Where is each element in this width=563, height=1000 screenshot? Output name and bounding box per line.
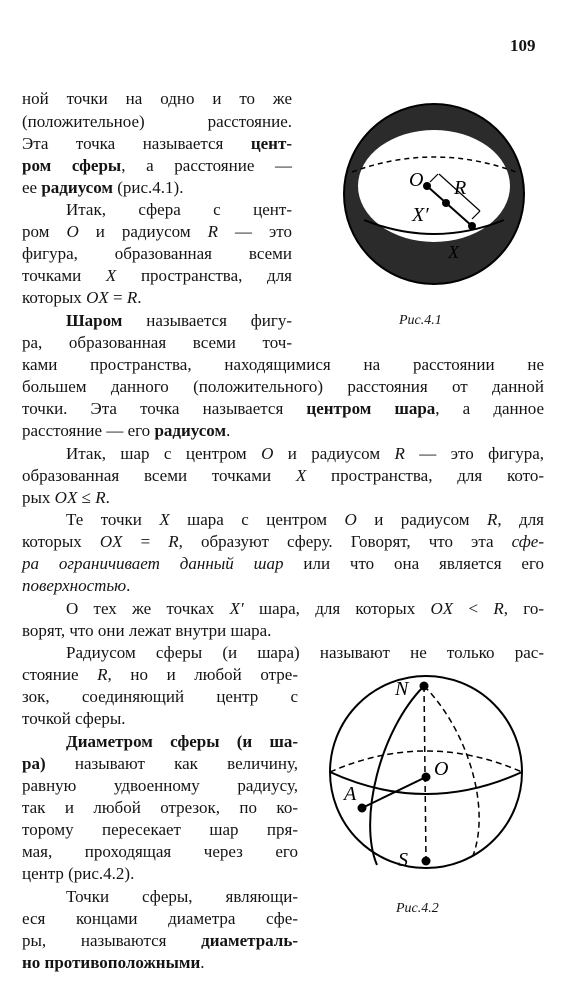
text-line <box>22 575 130 596</box>
text-run: , а данное <box>435 399 544 418</box>
text-line <box>22 841 298 862</box>
text-run: O <box>66 222 79 241</box>
text-run: ≤ <box>77 488 96 507</box>
text-line <box>22 708 126 729</box>
text-run: шара с центром <box>169 510 345 529</box>
text-line <box>22 376 544 397</box>
text-run: (рис.4.1). <box>112 178 184 197</box>
text-run: . <box>105 488 110 507</box>
text-line <box>22 775 298 796</box>
text-run: диаметраль- <box>201 931 298 950</box>
text-run: Радиусом сферы (и шара) называют не только рас- <box>66 643 544 662</box>
text-run: расстояние — его <box>22 421 155 440</box>
text-run: центром шара <box>306 399 436 418</box>
text-line <box>66 731 298 752</box>
text-line <box>22 908 298 929</box>
text-run: и радиусом <box>273 444 395 463</box>
page-number: 109 <box>510 36 536 55</box>
text-run: OX <box>86 288 109 307</box>
text-run: X′ <box>229 599 244 618</box>
text-run: Итак, шар с центром <box>66 444 262 463</box>
text-run: так и любой отрезок, по ко- <box>22 798 298 817</box>
point-n <box>420 682 429 691</box>
text-run: OX <box>54 488 78 507</box>
text-run: и радиусом <box>78 222 208 241</box>
text-run: еся концами диаметра сфе- <box>22 909 298 928</box>
text-run: X <box>159 510 170 529</box>
text-line <box>22 465 544 486</box>
text-run: но противоположными <box>22 953 201 972</box>
interior-point <box>442 199 450 207</box>
text-run: мая, проходящая через его <box>22 842 298 861</box>
text-run: О тех же точках <box>66 599 230 618</box>
text-run: и радиусом <box>356 510 487 529</box>
text-run: R <box>207 222 218 241</box>
text-run: , для <box>497 510 544 529</box>
label-a: A <box>344 783 357 805</box>
text-run: ра ограничивает данный шар <box>22 554 284 573</box>
text-line <box>22 863 134 884</box>
text-run: Точки сферы, являющи- <box>66 887 298 906</box>
text-run: точкой сферы. <box>22 709 126 728</box>
text-line <box>22 332 292 353</box>
text-run: X <box>105 266 117 285</box>
text-line <box>22 88 292 109</box>
label-n: N <box>395 678 409 700</box>
text-run: — это фигура, <box>404 444 545 463</box>
text-run: пространства, для кото- <box>306 466 544 485</box>
text-run: OX <box>99 532 123 551</box>
surface-point <box>468 222 476 230</box>
label-s: S <box>398 849 408 871</box>
text-line <box>22 265 292 286</box>
text-line <box>22 177 183 198</box>
text-run: ками пространства, находящимися на расстоянии не <box>22 355 544 374</box>
text-run: радиусом <box>41 178 113 197</box>
point-o <box>422 773 431 782</box>
text-run: R <box>97 665 108 684</box>
text-run: = <box>108 288 127 307</box>
text-line <box>22 420 230 441</box>
text-line <box>22 111 292 132</box>
text-run: R <box>394 444 405 463</box>
text-line <box>22 553 544 574</box>
text-run: , образуют сферу. Говорят, что эта <box>178 532 512 551</box>
label-o: O <box>434 758 449 780</box>
text-run: которых <box>22 532 100 551</box>
figure-4-2 <box>320 650 540 890</box>
figure-4-1 <box>330 100 550 300</box>
text-line <box>66 886 298 907</box>
text-run: (положительное) расстояние. <box>22 112 292 131</box>
text-run: . <box>126 576 131 595</box>
text-run: фигура, образованная всеми <box>22 244 292 263</box>
point-a <box>358 804 367 813</box>
text-run: O <box>261 444 274 463</box>
text-run: торому пересекает шар пря- <box>22 820 298 839</box>
text-run: центр (рис.4.2). <box>22 864 135 883</box>
text-line <box>66 443 544 464</box>
text-run: равную удвоенному радиусу, <box>22 776 298 795</box>
text-run: шара, для которых <box>243 599 431 618</box>
text-run: образованная всеми точками <box>22 466 296 485</box>
text-line <box>22 819 298 840</box>
text-run: < <box>453 599 494 618</box>
text-run: . <box>200 953 205 972</box>
text-run: сфе- <box>511 532 544 551</box>
label-x-prime: X′ <box>412 204 429 226</box>
text-run: — это <box>217 222 292 241</box>
text-run: ной точки на одно и то же <box>22 89 292 108</box>
text-line <box>22 753 298 774</box>
label-o: O <box>409 169 424 191</box>
text-run: ром сферы <box>22 156 122 175</box>
text-run: рых <box>22 488 55 507</box>
text-line <box>22 487 110 508</box>
caption-fig-4-2: Рис.4.2 <box>396 901 439 916</box>
text-run: R <box>486 510 498 529</box>
meridian-front <box>370 686 424 865</box>
equator-back <box>330 751 522 772</box>
text-run: ворят, что они лежат внутри шара. <box>22 621 272 640</box>
text-run: ры, называются <box>22 931 202 950</box>
text-line <box>66 199 292 220</box>
text-run: ра, образованная всеми точ- <box>22 333 292 352</box>
text-run: или что она является его <box>283 554 544 573</box>
text-line <box>22 354 544 375</box>
text-line <box>22 221 292 242</box>
point-s <box>422 857 431 866</box>
text-line <box>22 620 271 641</box>
text-run: R <box>126 288 138 307</box>
text-run: Эта точка называется <box>22 134 251 153</box>
text-run: точки. Эта точка называется <box>22 399 307 418</box>
text-run: O <box>344 510 357 529</box>
text-run: стояние <box>22 665 98 684</box>
text-run: , но и любой отре- <box>107 665 298 684</box>
text-run: Шаром <box>66 311 123 330</box>
text-run: = <box>122 532 169 551</box>
text-run: пространства, для <box>116 266 292 285</box>
text-line <box>22 930 298 951</box>
text-run: ее <box>22 178 42 197</box>
text-run: Те точки <box>66 510 160 529</box>
text-run: большем данного (положительного) расстояния от данной <box>22 377 544 396</box>
text-line <box>22 287 141 308</box>
text-line <box>22 243 292 264</box>
text-run: поверхностью <box>22 576 127 595</box>
text-line <box>66 598 544 619</box>
text-line <box>22 398 544 419</box>
text-run: которых <box>22 288 87 307</box>
meridian-back <box>424 686 479 858</box>
text-run: X <box>295 466 307 485</box>
text-line <box>22 133 292 154</box>
text-run: OX <box>430 599 454 618</box>
text-line <box>22 797 298 818</box>
text-run: . <box>226 421 231 440</box>
text-run: зок, соединяющий центр с <box>22 687 298 706</box>
text-run: цент- <box>250 134 292 153</box>
text-run: ра) <box>22 754 46 773</box>
text-line <box>22 531 544 552</box>
text-line <box>22 155 292 176</box>
caption-fig-4-1: Рис.4.1 <box>399 313 442 328</box>
text-line <box>66 310 292 331</box>
text-run: , а расстояние — <box>121 156 293 175</box>
diameter-a <box>362 777 426 808</box>
label-r: R <box>454 177 467 199</box>
text-run: Диаметром сферы (и ша- <box>66 732 298 751</box>
text-run: ром <box>22 222 67 241</box>
text-run: R <box>95 488 106 507</box>
text-line <box>22 952 204 973</box>
text-run: Итак, сфера с цент- <box>66 200 292 219</box>
text-run: , го- <box>503 599 544 618</box>
text-line <box>22 686 298 707</box>
text-run: . <box>137 288 142 307</box>
text-line <box>66 509 544 530</box>
text-run: называется фигу- <box>122 311 292 330</box>
text-run: радиусом <box>154 421 227 440</box>
label-x: X <box>448 242 459 262</box>
text-run: R <box>493 599 504 618</box>
text-line <box>22 664 298 685</box>
text-run: точками <box>22 266 106 285</box>
text-run: называют как величину, <box>45 754 298 773</box>
text-run: R <box>168 532 179 551</box>
center-point <box>423 182 431 190</box>
